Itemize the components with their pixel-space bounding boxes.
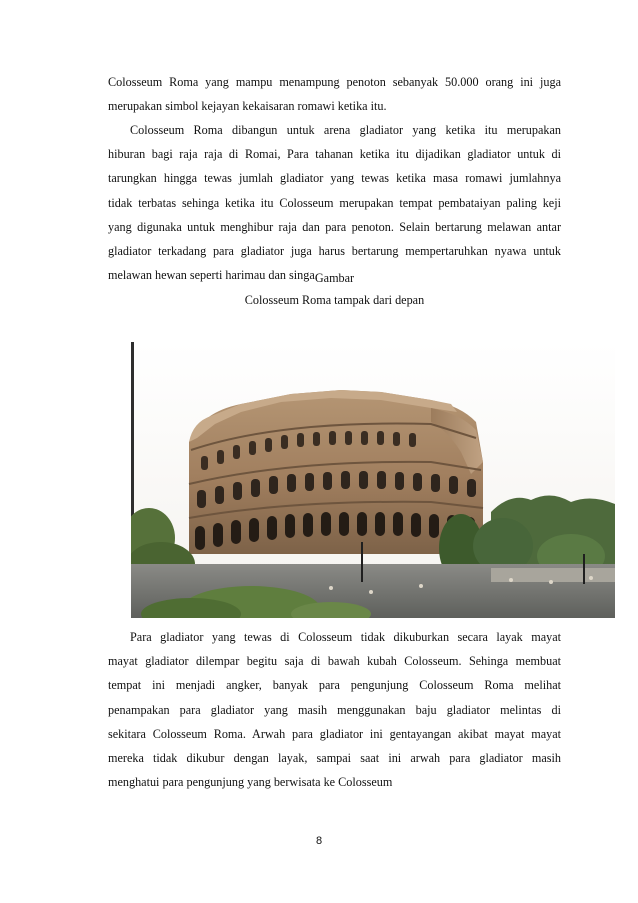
text-line: penampakan para gladiator yang masih menggunakan baju gladiator melintas di: [108, 702, 561, 717]
text-line: Colosseum Roma dibangun untuk arena gladiator yang ketika itu merupakan: [130, 123, 561, 137]
text-line: Colosseum Roma yang mampu menampung penoton sebanyak 50.000 orang ini juga: [108, 75, 561, 89]
paragraph-3: [108, 625, 561, 794]
text-line: menghatui para pengunjung yang berwisata ke Colosseum: [108, 775, 393, 790]
text-line: mayat gladiator dilempar begitu saja di bawah kubah Colosseum. Sehinga membuat: [108, 654, 561, 669]
text-line: melawan hewan seperti harimau dan singa.: [108, 268, 318, 283]
text-line: merupakan simbol kejayan kekaisaran romawi ketika itu.: [108, 99, 387, 114]
text-line: tidak terbatas sehinga ketika itu Colosseum merupakan tempat pembataiyan paling keji: [108, 195, 561, 210]
text-line: tarungkan hingga tewas jumlah gladiator yang tewas ketika masa romawi jumlahnya: [108, 171, 561, 186]
text-line: Para gladiator yang tewas di Colosseum tidak dikuburkan secara layak mayat: [130, 630, 561, 644]
text-line: gladiator terkadang para gladiator juga harus bertarung mempertaruhkan nyawa untuk: [108, 243, 561, 258]
text-line: sekitara Colosseum Roma. Arwah para gladiator ini gentayangan akibat mayat mayat: [108, 726, 561, 741]
figure-caption-label: Gambar: [314, 271, 355, 285]
text-line: yang digunaka untuk menghibur raja dan para penoton. Selain bertarung melawan antar: [108, 219, 561, 234]
text-line: mereka tidak dikubur dengan layak, sampai saat ini arwah para gladiator masih: [108, 750, 561, 765]
paragraph-1: [108, 70, 561, 118]
text-line: hiburan bagi raja raja di Romai, Para tahanan ketika itu dijadikan gladiator untuk di: [108, 147, 561, 162]
text-line: tempat ini menjadi angker, banyak para pengunjung Colosseum Roma melihat: [108, 678, 561, 693]
page-number: 8: [315, 835, 323, 847]
paragraph-2: [108, 118, 561, 287]
figure-caption-title: Colosseum Roma tampak dari depan: [244, 293, 425, 307]
colosseum-photo: [131, 342, 615, 618]
